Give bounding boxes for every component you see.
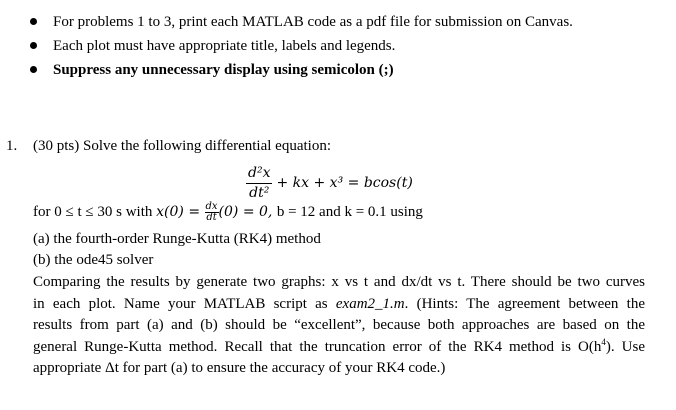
bullet-icon xyxy=(30,42,37,49)
paragraph-text: . (Hints: The agreement between the xyxy=(404,295,645,312)
initial-velocity: (0) = 0, xyxy=(218,204,277,220)
instructions-list xyxy=(30,10,573,82)
equation-rest: + kx + x³ = bcos(t) xyxy=(276,175,413,191)
initial-x: x(0) = xyxy=(156,204,205,220)
instructions-paragraph xyxy=(33,272,645,380)
paragraph-line: results from part (a) and (b) should be “excellent”, because both approaches are based on the xyxy=(33,317,645,333)
instruction-text: Suppress any unnecessary display using semicolon (;) xyxy=(53,62,394,78)
condition-line xyxy=(33,202,423,223)
instruction-text: Each plot must have appropriate title, labels and legends. xyxy=(53,38,396,54)
parameters: b = 12 and k = 0.1 using xyxy=(276,204,423,220)
instruction-text: For problems 1 to 3, print each MATLAB code as a pdf file for submission on Canvas. xyxy=(53,14,573,30)
second-derivative-fraction xyxy=(246,164,272,202)
exponent: 4 xyxy=(601,336,606,347)
paragraph-text: ). Use xyxy=(605,338,645,355)
condition-prefix: for 0 ≤ t ≤ 30 s with xyxy=(33,204,157,220)
paragraph-line: appropriate Δt for part (a) to ensure the accuracy of your RK4 code.) xyxy=(33,360,446,376)
differential-equation xyxy=(246,164,413,202)
paragraph-line: Comparing the results by generate two graphs: x vs t and dx/dt vs t. There should be two curves xyxy=(33,274,645,290)
dxdt-denominator: dt xyxy=(206,212,217,224)
script-name: exam2_1.m xyxy=(335,295,405,312)
part-a: (a) the fourth-order Runge-Kutta (RK4) method xyxy=(33,231,321,247)
paragraph-text: in each plot. Name your MATLAB script as xyxy=(33,295,336,312)
instruction-item xyxy=(30,10,573,34)
problem-heading: (30 pts) Solve the following differential equation: xyxy=(33,138,331,154)
fraction-denominator: dt² xyxy=(249,185,270,201)
paragraph-line xyxy=(33,294,645,316)
dxdt-fraction xyxy=(205,202,219,223)
dxdt-numerator: dx xyxy=(205,201,218,213)
paragraph-text: general Runge-Kutta method. Recall that the truncation error of the RK4 method is O(h xyxy=(33,338,602,355)
problem-number: 1. xyxy=(6,138,18,154)
fraction-numerator: d²x xyxy=(246,164,272,184)
part-b: (b) the ode45 solver xyxy=(33,252,154,268)
bullet-icon xyxy=(30,18,37,25)
instruction-item xyxy=(30,34,573,58)
paragraph-line xyxy=(33,337,645,359)
instruction-item xyxy=(30,58,573,82)
bullet-icon xyxy=(30,66,37,73)
